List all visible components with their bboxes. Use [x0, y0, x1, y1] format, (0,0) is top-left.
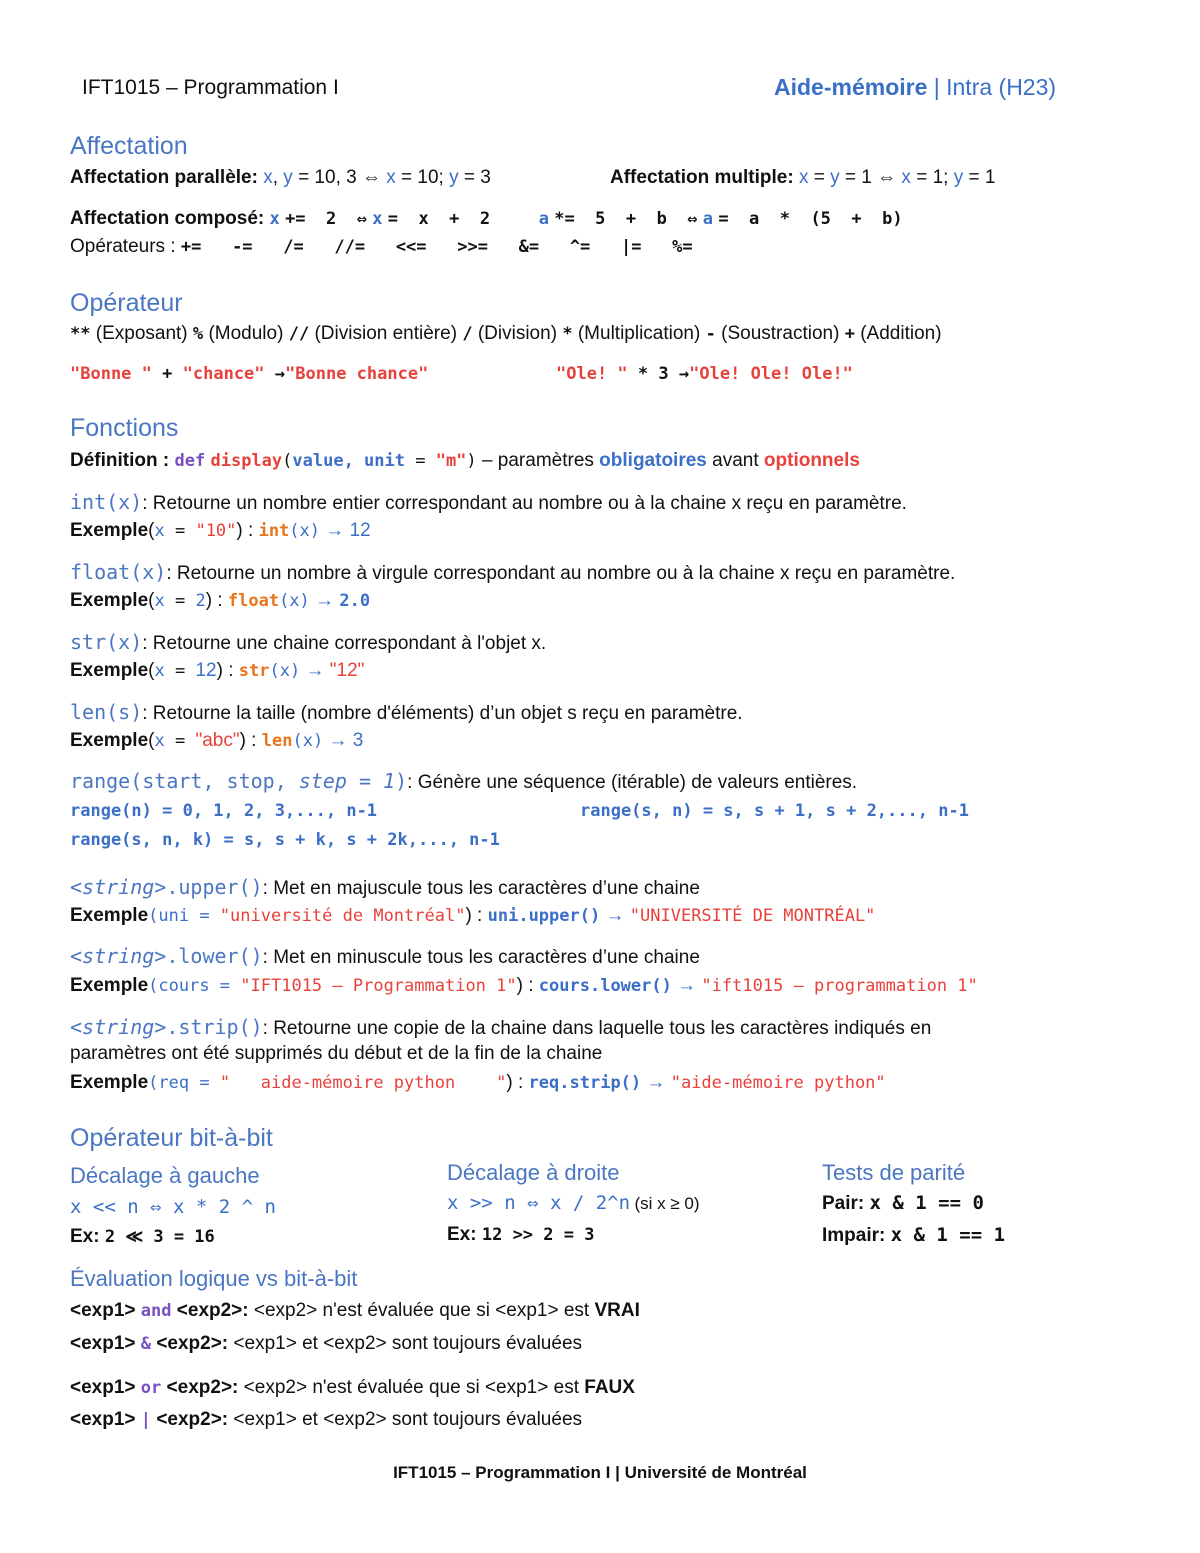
compound-expr-2: = a * (5 + b): [718, 209, 903, 229]
var-x: x: [372, 209, 383, 229]
equals: =: [164, 591, 196, 611]
equals: =: [813, 167, 825, 188]
paren: ) :: [516, 975, 539, 996]
paren: ) :: [465, 905, 488, 926]
compound-expr-1: = x + 2: [387, 209, 491, 229]
op-int-division: //: [288, 324, 310, 344]
even-label: Pair:: [822, 1193, 865, 1214]
int-description: : Retourne un nombre entier correspondant au nombre ou à la chaine x reçu en paramètre.: [142, 493, 907, 514]
left-shift-example: [70, 1226, 215, 1248]
op-desc: (Modulo): [208, 323, 284, 344]
float-function: [70, 560, 955, 585]
operator-list: [70, 323, 942, 345]
example-code: (req =: [148, 1073, 220, 1093]
or-operator: or: [140, 1378, 162, 1398]
equals: =: [164, 661, 196, 681]
string-literal: "Ole! ": [556, 364, 628, 384]
string-literal: "Bonne ": [70, 364, 152, 384]
parity-even: [822, 1192, 984, 1215]
example-result: "aide-mémoire python": [670, 1073, 886, 1093]
strip-signature: .strip(): [166, 1015, 263, 1039]
course-title: IFT1015 – Programmation I: [82, 76, 339, 99]
bitor-operator: |: [140, 1410, 152, 1430]
multiple-end: = 1: [968, 167, 996, 188]
float-example: [70, 590, 370, 612]
int-example: [70, 520, 371, 542]
paren: (: [282, 451, 293, 471]
paren: ) :: [239, 730, 262, 751]
example-call: str: [238, 661, 270, 681]
len-function: [70, 700, 743, 725]
logic-text: <exp1> et <exp2> sont toujours évaluées: [228, 1409, 583, 1430]
left-shift-formula: x << n ⇔ x * 2 ^ n: [70, 1196, 276, 1218]
title-bold: Aide-mémoire: [774, 74, 928, 100]
parallel-assignment: [70, 167, 491, 189]
repeat-count: 3: [658, 364, 669, 384]
example-value: "abc": [195, 730, 240, 751]
title-rest: | Intra (H23): [927, 74, 1057, 100]
example-label: Ex:: [70, 1226, 100, 1247]
default-value: "m": [435, 451, 467, 471]
var-x: x: [798, 167, 809, 188]
upper-signature: .upper(): [166, 875, 263, 899]
str-description: : Retourne une chaine correspondant à l'objet x.: [142, 633, 547, 654]
var-x: x: [263, 167, 273, 188]
operators-line: [70, 236, 693, 258]
equals: =: [404, 451, 436, 471]
mandatory-word: obligatoires: [599, 450, 707, 471]
upper-function: [70, 875, 700, 900]
bitand-operator: &: [140, 1334, 152, 1354]
operators-list: += -= /= //= <<= >>= &= ^= |= %=: [180, 237, 693, 257]
example-call: int: [258, 521, 290, 541]
arrow-icon: →: [320, 520, 350, 541]
equals: =: [164, 521, 196, 541]
before-word: avant: [706, 450, 764, 471]
float-signature: float(x): [70, 560, 167, 584]
arrow-icon: →: [300, 660, 330, 681]
var-x: x: [269, 209, 280, 229]
exp1-label: <exp1>: [70, 1377, 136, 1398]
str-function: [70, 630, 546, 655]
op-desc: (Soustraction): [721, 323, 840, 344]
op-desc: (Multiplication): [577, 323, 701, 344]
logic-row-or: [70, 1377, 635, 1399]
multiple-label: Affectation multiple:: [610, 167, 794, 188]
example-code: (cours =: [148, 976, 241, 996]
section-fonctions-heading: Fonctions: [70, 414, 179, 442]
example-result: "12": [329, 660, 365, 681]
example-value: 12: [195, 660, 217, 681]
compound-label: Affectation composé:: [70, 208, 265, 229]
var-y: y: [953, 167, 964, 188]
op-subtraction: -: [705, 324, 716, 344]
compound-op-1: += 2 ⇔: [285, 209, 367, 229]
example-value: 2: [195, 591, 206, 611]
example-value: "10": [195, 521, 237, 541]
example-label: Exemple: [70, 660, 149, 681]
example-result: 2.0: [339, 591, 371, 611]
var-x: x: [386, 167, 396, 188]
arrow-icon: →: [600, 905, 630, 926]
document-title: [774, 74, 1056, 101]
parallel-rest: = 10, 3 ⇔: [298, 167, 381, 188]
example-args: (x): [269, 661, 301, 681]
paren: (: [148, 730, 155, 751]
right-shift-title: Décalage à droite: [447, 1160, 620, 1185]
range-step-param: step = 1: [298, 769, 396, 793]
and-operator: and: [140, 1301, 172, 1321]
example-call: uni.upper(): [487, 906, 601, 926]
example-args: (x): [279, 591, 310, 611]
multiple-rest: = 1 ⇔: [844, 167, 897, 188]
op-exponent: **: [70, 324, 91, 344]
right-shift-expression: 12 >> 2 = 3: [481, 1225, 595, 1245]
op-multiplication: *: [562, 324, 573, 344]
range-function: [70, 769, 857, 794]
parallel-mid: = 10;: [401, 167, 444, 188]
strip-description-2: paramètres ont été supprimés du début et de la fin de la chaine: [70, 1043, 603, 1064]
logic-text: <exp2> n'est évaluée que si <exp1> est: [238, 1377, 585, 1398]
op-desc: (Exposant): [95, 323, 188, 344]
len-description: : Retourne la taille (nombre d'éléments) d’un objet s reçu en paramètre.: [142, 703, 743, 724]
example-label: Exemple: [70, 520, 149, 541]
arrow-icon: →: [309, 590, 340, 611]
optional-word: optionnels: [763, 450, 860, 471]
logic-heading: Évaluation logique vs bit-à-bit: [70, 1266, 358, 1291]
example-label: Exemple: [70, 975, 149, 996]
int-function: [70, 490, 907, 515]
plus-operator: +: [162, 364, 173, 384]
logic-row-bitor: [70, 1409, 582, 1431]
times-operator: *: [637, 364, 649, 384]
arrow-icon: →: [671, 975, 702, 996]
example-var: x: [154, 661, 165, 681]
string-type: <string>: [70, 1015, 167, 1039]
var-y: y: [830, 167, 840, 188]
paren: ) :: [236, 520, 259, 541]
example-var: x: [154, 521, 165, 541]
paren: (: [148, 590, 155, 611]
len-signature: len(s): [70, 700, 143, 724]
arrow-icon: →: [641, 1072, 671, 1093]
logic-text: <exp2> n'est évaluée que si <exp1> est: [248, 1300, 595, 1321]
logic-strong: FAUX: [584, 1377, 635, 1398]
example-label: Exemple: [70, 905, 149, 926]
paren: ) :: [205, 590, 228, 611]
odd-expression: x & 1 == 1: [890, 1224, 1006, 1246]
parity-title: Tests de parité: [822, 1160, 966, 1185]
comma: ,: [272, 167, 278, 188]
lower-example: [70, 975, 978, 997]
operators-label: Opérateurs :: [70, 236, 176, 257]
op-division: /: [462, 324, 473, 344]
var-a: a: [702, 209, 714, 229]
right-shift-example: [447, 1224, 594, 1246]
example-label: Exemple: [70, 590, 149, 611]
op-addition: +: [844, 324, 855, 344]
right-shift-formula-line: [447, 1192, 700, 1214]
def-keyword: def: [174, 451, 206, 471]
logic-strong: VRAI: [594, 1300, 640, 1321]
float-description: : Retourne un nombre à virgule correspondant au nombre ou à la chaine x reçu en paramètre.: [166, 563, 956, 584]
right-shift-formula: x >> n ⇔ x / 2^n: [447, 1192, 631, 1214]
odd-label: Impair:: [822, 1225, 886, 1246]
example-value: "IFT1015 – Programmation 1": [240, 976, 517, 996]
paren: ) :: [506, 1072, 529, 1093]
var-x: x: [901, 167, 911, 188]
example-call: cours.lower(): [538, 976, 672, 996]
result-literal: "Ole! Ole! Ole!": [689, 364, 853, 384]
range-example-3: range(s, n, k) = s, s + k, s + 2k,..., n-1: [70, 830, 500, 850]
example-label: Exemple: [70, 730, 149, 751]
strip-function: [70, 1015, 931, 1040]
paren: (: [148, 520, 155, 541]
left-shift-title: Décalage à gauche: [70, 1163, 260, 1188]
string-repeat-example: [556, 364, 853, 384]
multiple-mid: = 1;: [916, 167, 949, 188]
example-result: 12: [349, 520, 371, 541]
var-y: y: [449, 167, 459, 188]
example-call: float: [227, 591, 280, 611]
logic-row-and: [70, 1300, 640, 1322]
multiple-assignment: [610, 167, 995, 189]
example-var: x: [154, 591, 165, 611]
section-bitwise-heading: Opérateur bit-à-bit: [70, 1124, 273, 1152]
lower-function: [70, 944, 700, 969]
parallel-end: = 3: [463, 167, 491, 188]
example-label: Exemple: [70, 1072, 149, 1093]
range-example-2: range(s, n) = s, s + 1, s + 2,..., n-1: [580, 801, 969, 821]
example-result: "ift1015 – programmation 1": [701, 976, 978, 996]
arrow-icon: →: [274, 364, 286, 384]
upper-description: : Met en majuscule tous les caractères d’une chaine: [262, 878, 700, 899]
exp2-label: <exp2>:: [176, 1300, 249, 1321]
definition-text: – paramètres: [476, 450, 600, 471]
page-footer: IFT1015 – Programmation I | Université de Montréal: [393, 1463, 807, 1482]
definition-label: Définition :: [70, 450, 170, 471]
string-concat-example: [70, 364, 428, 384]
equals: =: [164, 731, 196, 751]
parity-odd: [822, 1224, 1005, 1247]
arrow-icon: →: [678, 364, 690, 384]
example-code: (uni =: [148, 906, 220, 926]
result-literal: "Bonne chance": [285, 364, 429, 384]
op-desc: (Division entière): [314, 323, 458, 344]
len-example: [70, 730, 363, 752]
example-label: Ex:: [447, 1224, 477, 1245]
str-signature: str(x): [70, 630, 143, 654]
params: value, unit: [292, 451, 405, 471]
string-type: <string>: [70, 944, 167, 968]
str-example: [70, 660, 364, 682]
paren: (: [148, 660, 155, 681]
even-expression: x & 1 == 0: [869, 1192, 984, 1214]
strip-example: [70, 1072, 886, 1094]
example-call: len: [261, 731, 293, 751]
exp1-label: <exp1>: [70, 1333, 136, 1354]
function-name: display: [210, 451, 283, 471]
section-operateur-heading: Opérateur: [70, 289, 183, 317]
exp2-label: <exp2>:: [166, 1377, 239, 1398]
paren: ): [466, 451, 477, 471]
string-type: <string>: [70, 875, 167, 899]
example-var: x: [154, 731, 165, 751]
string-literal: "chance": [182, 364, 265, 384]
op-desc: (Addition): [860, 323, 942, 344]
range-description: : Génère une séquence (itérable) de valeurs entières.: [407, 772, 858, 793]
example-result: 3: [352, 730, 364, 751]
example-call: req.strip(): [528, 1073, 642, 1093]
logic-row-bitand: [70, 1333, 582, 1355]
example-result: "UNIVERSITÉ DE MONTRÉAL": [629, 906, 876, 926]
paren: ): [395, 769, 408, 793]
op-modulo: %: [192, 324, 204, 344]
paren: ) :: [216, 660, 239, 681]
function-definition: [70, 450, 860, 472]
exp2-label: <exp2>:: [156, 1333, 229, 1354]
example-args: (x): [289, 521, 321, 541]
upper-example: [70, 905, 875, 927]
section-affectation-heading: Affectation: [70, 132, 188, 160]
right-shift-condition: (si x ≥ 0): [634, 1194, 700, 1213]
op-desc: (Division): [477, 323, 558, 344]
strip-description: : Retourne une copie de la chaine dans laquelle tous les caractères indiqués en: [262, 1018, 932, 1039]
compound-op-2: *= 5 + b ⇔: [554, 209, 698, 229]
arrow-icon: →: [323, 730, 353, 751]
logic-text: <exp1> et <exp2> sont toujours évaluées: [228, 1333, 583, 1354]
lower-signature: .lower(): [166, 944, 263, 968]
int-signature: int(x): [70, 490, 143, 514]
range-example-1: range(n) = 0, 1, 2, 3,..., n-1: [70, 801, 378, 821]
var-y: y: [283, 167, 293, 188]
exp1-label: <exp1>: [70, 1300, 136, 1321]
compound-assignment: [70, 208, 903, 230]
example-value: "université de Montréal": [219, 906, 466, 926]
var-a: a: [538, 209, 549, 229]
exp2-label: <exp2>:: [156, 1409, 229, 1430]
parallel-label: Affectation parallèle:: [70, 167, 258, 188]
example-value: " aide-mémoire python ": [219, 1073, 507, 1093]
lower-description: : Met en minuscule tous les caractères d’une chaine: [262, 947, 700, 968]
left-shift-expression: 2 ≪ 3 = 16: [104, 1227, 215, 1247]
range-signature: range(start, stop,: [70, 769, 299, 793]
example-args: (x): [292, 731, 324, 751]
exp1-label: <exp1>: [70, 1409, 136, 1430]
